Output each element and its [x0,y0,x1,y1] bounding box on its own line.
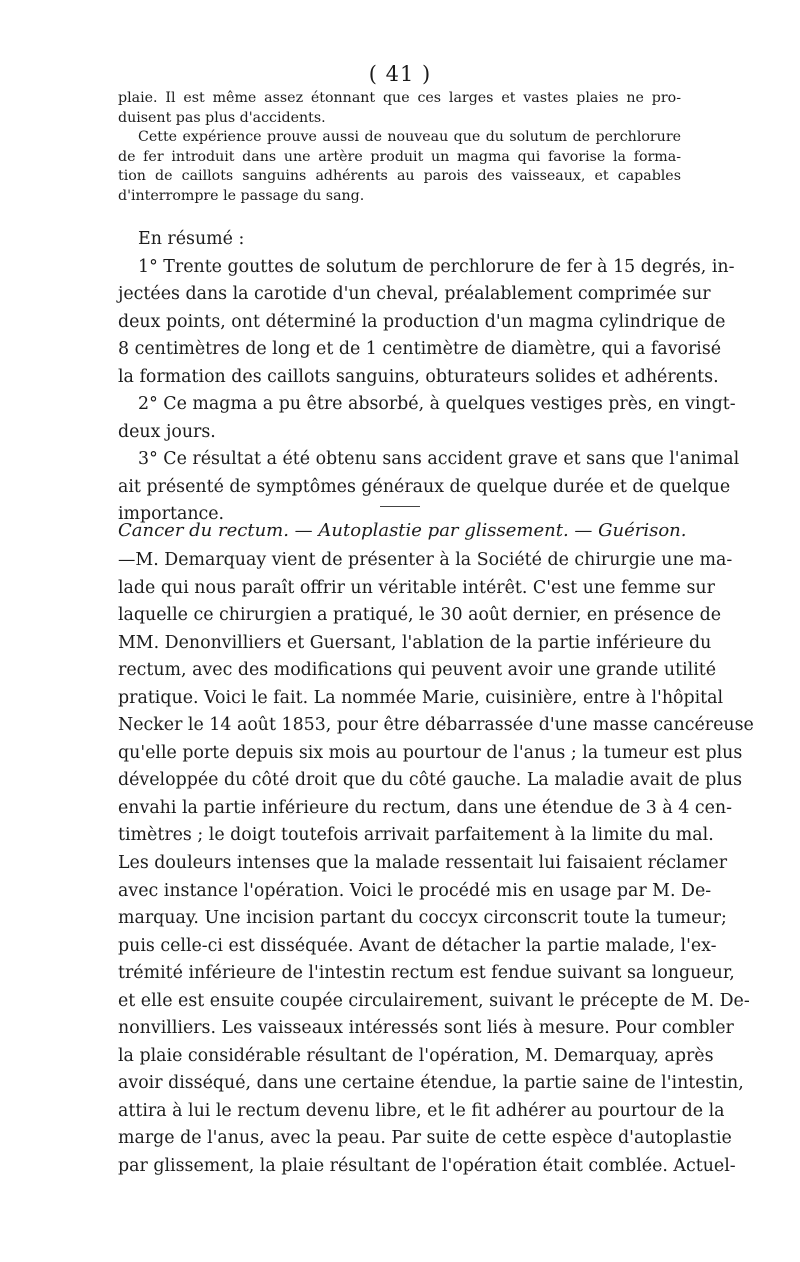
text-line: jectées dans la carotide d'un cheval, préalablement comprimée sur [118,284,711,305]
text-line: deux points, ont déterminé la production d'un magma cylindrique de [118,311,726,332]
text-line: Les douleurs intenses que la malade ressentait lui faisaient réclamer [118,853,728,874]
text-line: —M. Demarquay vient de présenter à la Société de chirurgie une ma- [118,550,733,570]
section-body [118,547,754,1181]
summary-heading: En résumé : [138,229,245,249]
text-line: Necker le 14 août 1853, pour être débarrassée d'une masse cancéreuse [118,715,754,736]
paragraph-block-1 [118,89,681,206]
text-line: pratique. Voici le fait. La nommée Marie, cuisinière, entre à l'hôpital [118,687,724,708]
text-line: attira à lui le rectum devenu libre, et le fit adhérer au pourtour de la [118,1100,725,1121]
text-line: envahi la partie inférieure du rectum, dans une étendue de 3 à 4 cen- [118,797,732,818]
text-line: rectum, avec des modifications qui peuvent avoir une grande utilité [118,660,717,681]
text-line: de fer introduit dans une artère produit un magma qui favorise la forma- [118,148,681,165]
text-line: duisent pas plus d'accidents. [118,109,326,126]
text-line: puis celle-ci est disséquée. Avant de détacher la partie malade, l'ex- [118,935,717,956]
text-line: qu'elle porte depuis six mois au pourtour de l'anus ; la tumeur est plus [118,742,743,763]
text-line: importance. [118,504,225,525]
text-line: MM. Denonvilliers et Guersant, l'ablation de la partie inférieure du [118,632,712,653]
text-line: avoir disséqué, dans une certaine étendue, la partie saine de l'intestin, [118,1073,744,1094]
page-number: ( 41 ) [368,62,432,86]
text-line: Cette expérience prouve aussi de nouveau que du solutum de perchlorure [138,129,681,145]
text-line: 3° Ce résultat a été obtenu sans accident grave et sans que l'animal [138,449,740,470]
text-line: trémité inférieure de l'intestin rectum est fendue suivant sa longueur, [118,963,735,984]
text-line: lade qui nous paraît offrir un véritable intérêt. C'est une femme sur [118,577,715,598]
text-line: d'interrompre le passage du sang. [118,187,365,204]
text-line: la formation des caillots sanguins, obturateurs solides et adhérents. [118,366,719,387]
text-line: 1° Trente gouttes de solutum de perchlorure de fer à 15 degrés, in- [138,256,735,277]
text-line: et elle est ensuite coupée circulairement, suivant le précepte de M. De- [118,990,750,1011]
text-line: 2° Ce magma a pu être absorbé, à quelques vestiges près, en vingt- [138,394,736,415]
text-line: 8 centimètres de long et de 1 centimètre de diamètre, qui a favorisé [118,339,722,360]
section-heading: Cancer du rectum. — Autoplastie par glissement. — Guérison. [118,520,687,541]
section-heading-block [118,516,687,546]
text-line: ait présenté de symptômes généraux de quelque durée et de quelque [118,476,731,497]
section-divider [380,506,420,507]
text-line: la plaie considérable résultant de l'opération, M. Demarquay, après [118,1045,714,1066]
text-line: timètres ; le doigt toutefois arrivait parfaitement à la limite du mal. [118,825,714,846]
text-line: nonvilliers. Les vaisseaux intéressés sont liés à mesure. Pour combler [118,1018,734,1039]
text-line: avec instance l'opération. Voici le procédé mis en usage par M. De- [118,880,712,901]
text-line: marge de l'anus, avec la peau. Par suite de cette espèce d'autoplastie [118,1128,732,1149]
text-line: développée du côté droit que du côté gauche. La maladie avait de plus [118,770,742,791]
text-line: deux jours. [118,421,216,442]
text-line: par glissement, la plaie résultant de l'opération était comblée. Actuel- [118,1156,736,1177]
text-line: tion de caillots sanguins adhérents au parois des vaisseaux, et capables [118,168,681,184]
text-line: plaie. Il est même assez étonnant que ces larges et vastes plaies ne pro- [118,90,681,106]
text-line: laquelle ce chirurgien a pratiqué, le 30 août dernier, en présence de [118,605,722,626]
text-line: marquay. Une incision partant du coccyx circonscrit toute la tumeur; [118,908,727,929]
summary-block [118,226,740,529]
